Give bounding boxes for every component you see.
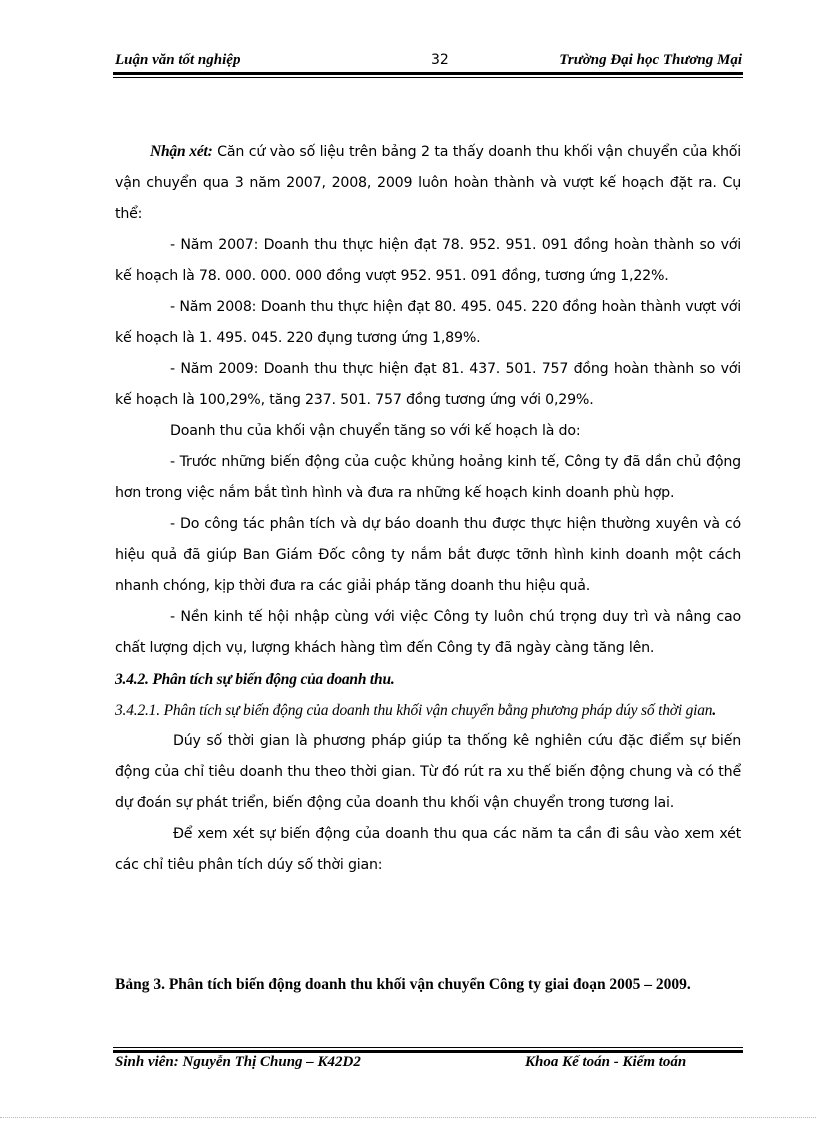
footer-rule-thin [113, 1047, 743, 1048]
remark-lead: Nhận xét: [150, 143, 213, 160]
subsection-title: Phân tích sự biến động của doanh thu khối vận chuyển bằng phương pháp dúy số thời gian [159, 702, 713, 719]
paragraph-remark [115, 136, 741, 230]
page-bottom-dotted-line [0, 1117, 816, 1118]
footer-department: Khoa Kế toán - Kiểm toán [525, 1054, 687, 1070]
header-university-name: Trường Đại học Thương Mại [559, 52, 742, 68]
paragraph-reason-3: - Nền kinh tế hội nhập cùng với việc Công ty luôn chú trọng duy trì và nâng cao chất lượng dịch vụ, lượng khách hàng tìm đến Công ty đã ngày càng tăng lên. [115, 609, 741, 656]
paragraph-reasons-intro: Doanh thu của khối vận chuyển tăng so với kế hoạch là do: [170, 423, 581, 439]
header-thesis-label: Luận văn tốt nghiệp [115, 52, 241, 68]
footer-rule-thick [113, 1050, 743, 1053]
subsection-heading [115, 695, 741, 726]
paragraph-reason-1: - Trước những biến động của cuộc khủng hoảng kinh tế, Công ty đã dần chủ động hơn trong việc nắm bắt tình hình và đưa ra những kế hoạch kinh doanh phù hợp. [115, 454, 741, 501]
paragraph-2009: - Năm 2009: Doanh thu thực hiện đạt 81. 437. 501. 757 đồng hoàn thành so với kế hoạch là 100,29%, tăng 237. 501. 757 đồng tương ứng với 0,29%. [115, 361, 741, 408]
paragraph-2007: - Năm 2007: Doanh thu thực hiện đạt 78. 952. 951. 091 đồng hoàn thành so với kế hoạch là 78. 000. 000. 000 đồng vượt 952. 951. 091 đồng, tương ứng 1,22%. [115, 237, 741, 284]
subsection-number: 3.4.2.1. [115, 702, 160, 719]
paragraph-reason-2: - Do công tác phân tích và dự báo doanh thu được thực hiện thường xuyên và có hiệu quả đã giúp Ban Giám Đốc công ty nắm bắt được tỡnh hình kinh doanh một cách nhanh chóng, kịp thời đưa ra các giải pháp tăng doanh thu hiệu quả. [115, 516, 741, 594]
subsection-period: . [712, 702, 717, 719]
header-rule-thick [113, 72, 743, 75]
header-page-number: 32 [431, 52, 449, 68]
footer-student-name: Sinh viên: Nguyễn Thị Chung – K42D2 [115, 1054, 361, 1070]
body-text [115, 136, 741, 881]
page-footer [115, 1054, 742, 1076]
paragraph-indicators: Để xem xét sự biến động của doanh thu qua các năm ta cần đi sâu vào xem xét các chỉ tiêu phân tích dúy số thời gian: [115, 826, 741, 873]
remark-text: Căn cứ vào số liệu trên bảng 2 ta thấy doanh thu khối vận chuyển của khối vận chuyển qua 3 năm 2007, 2008, 2009 luôn hoàn thành và vượt kế hoạch đặt ra. Cụ thể: [115, 144, 741, 222]
page-header [115, 52, 742, 74]
paragraph-2008: - Năm 2008: Doanh thu thực hiện đạt 80. 495. 045. 220 đồng hoàn thành vượt với kế hoạch là 1. 495. 045. 220 đụng tương ứng 1,89%. [115, 299, 741, 346]
header-rule-thin [113, 77, 743, 78]
section-heading: 3.4.2. Phân tích sự biến động của doanh thu. [115, 671, 395, 688]
paragraph-time-series: Dúy số thời gian là phương pháp giúp ta thống kê nghiên cứu đặc điểm sự biến động của chỉ tiêu doanh thu theo thời gian. Từ đó rút ra xu thế biến động chung và có thể dự đoán sự phát triển, biến động của doanh thu khối vận chuyển trong tương lai. [115, 733, 741, 811]
table-caption: Bảng 3. Phân tích biến động doanh thu khối vận chuyển Công ty giai đoạn 2005 – 2009. [115, 976, 691, 993]
